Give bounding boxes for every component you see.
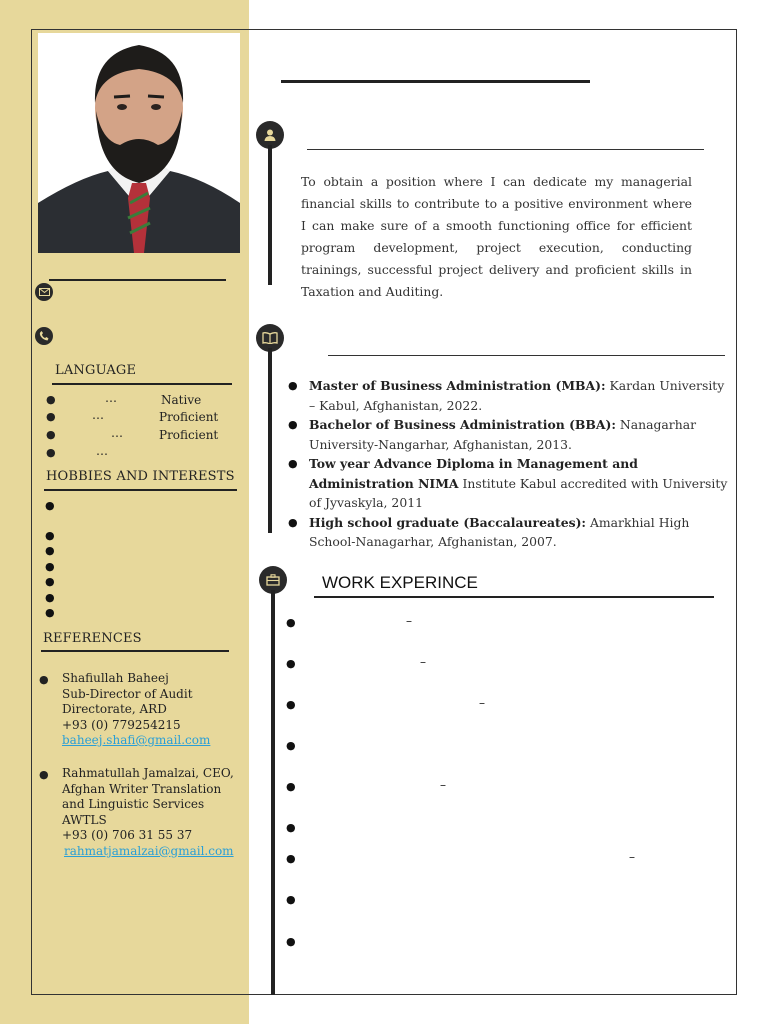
work-experience-heading: WORK EXPERINCE: [322, 573, 478, 592]
work-bullet: ●: [286, 935, 296, 948]
name-underline: [281, 80, 590, 83]
references-heading: REFERENCES: [43, 631, 142, 646]
reference-item: [62, 766, 242, 859]
reference-org: Directorate, ARD: [62, 702, 167, 716]
phone-icon: [35, 327, 53, 345]
reference-bullet: ●: [39, 768, 49, 781]
bullet: ●: [46, 428, 56, 441]
language-level: Proficient: [159, 428, 219, 442]
bullet: ●: [46, 446, 56, 459]
work-bullet: ●: [286, 893, 296, 906]
reference-org-abbr: AWTLS: [62, 812, 107, 827]
language-name: …: [92, 408, 104, 422]
education-list: [288, 376, 728, 552]
language-name: …: [105, 391, 117, 405]
contact-divider: [49, 279, 226, 281]
objective-text: To obtain a position where I can dedicate my managerial financial skills to contribute to a positive environment where I can make sure of a smooth functioning office for efficient program development, project execution, conducting trainings, successful project delivery and proficient skills in Taxation and Auditing.: [301, 174, 692, 299]
language-item: [46, 393, 226, 409]
work-bullet: ●: [286, 616, 296, 629]
timeline-line: [271, 590, 275, 995]
language-name: …: [96, 444, 108, 458]
degree-details: Institute Kabul accredited with University of Jyvaskyla, 2011: [309, 475, 728, 510]
reference-item: [62, 671, 242, 749]
degree-details: Kardan University – Kabul, Afghanistan, 2022.: [309, 378, 725, 413]
language-divider: [52, 383, 232, 385]
education-divider: [328, 355, 725, 356]
reference-name: Rahmatullah Jamalzai, CEO,: [62, 766, 234, 780]
work-dash: –: [440, 778, 446, 792]
bullet: ●: [46, 410, 56, 423]
hobbies-heading: HOBBIES AND INTERESTS: [46, 469, 235, 484]
work-bullet: ●: [286, 780, 296, 793]
hobby-bullet: ●: [45, 606, 55, 619]
reference-phone: +93 (0) 706 31 55 37: [62, 828, 193, 842]
language-item: [46, 446, 226, 462]
work-dash: –: [479, 696, 485, 710]
reference-name: Shafiullah Baheej: [62, 671, 169, 685]
degree-name: Master of Business Administration (MBA):: [309, 378, 606, 393]
work-dash: –: [629, 850, 635, 864]
reference-email-link[interactable]: rahmatjamalzai@gmail.com: [64, 843, 234, 858]
references-divider: [41, 650, 229, 652]
language-level: Native: [161, 393, 202, 407]
education-item: ● Bachelor of Business Administration (BBA): Nanagarhar University-Nangarhar, Afghanistan, 2013.: [288, 417, 697, 452]
work-bullet: ●: [286, 821, 296, 834]
profile-photo: [38, 33, 240, 253]
hobby-bullet: ●: [45, 544, 55, 557]
timeline-line: [268, 348, 272, 533]
degree-name: High school graduate (Baccalaureates):: [309, 514, 587, 530]
education-item: ● High school graduate (Baccalaureates): Amarkhial High School-Nanagarhar, Afghanistan, 2007.: [288, 514, 690, 549]
reference-title: Afghan Writer Translation: [62, 781, 222, 796]
degree-name: Bachelor of Business Administration (BBA):: [309, 417, 616, 432]
objective-divider: [307, 149, 704, 150]
work-bullet: ●: [286, 657, 296, 670]
work-bullet: ●: [286, 852, 296, 865]
degree-details: Amarkhial High School-Nanagarhar, Afghanistan, 2007.: [309, 514, 690, 549]
reference-org: and Linguistic Services: [62, 797, 205, 811]
degree-name: Tow year Advance Diploma in Management and Administration NIMA: [309, 456, 638, 491]
work-divider: [314, 596, 714, 598]
language-level: Proficient: [159, 410, 219, 424]
hobby-bullet: ●: [45, 591, 55, 604]
degree-details: Nanagarhar University-Nangarhar, Afghanistan, 2013.: [309, 417, 697, 452]
language-heading: LANGUAGE: [55, 363, 137, 378]
work-dash: –: [406, 614, 412, 628]
envelope-icon: [35, 283, 53, 301]
language-name: …: [111, 426, 123, 440]
language-item: [46, 410, 226, 426]
education-item: ● Master of Business Administration (MBA): Kardan University – Kabul, Afghanistan, 2022.: [288, 378, 725, 413]
education-item: ● Tow year Advance Diploma in Management and Administration NIMA Institute Kabul accredited with University of Jyvaskyla, 2011: [288, 456, 728, 510]
reference-bullet: ●: [39, 673, 49, 686]
reference-phone: +93 (0) 779254215: [62, 717, 181, 732]
work-dash: –: [420, 655, 426, 669]
hobby-bullet: ●: [45, 575, 55, 588]
timeline-line: [268, 145, 272, 285]
hobby-bullet: ●: [45, 529, 55, 542]
hobby-bullet: ●: [45, 560, 55, 573]
work-bullet: ●: [286, 739, 296, 752]
work-bullet: ●: [286, 698, 296, 711]
hobby-bullet: ●: [45, 499, 55, 512]
bullet: ●: [46, 393, 56, 406]
reference-email-link[interactable]: baheej.shafi@gmail.com: [62, 733, 211, 747]
hobbies-divider: [44, 489, 237, 491]
reference-title: Sub-Director of Audit: [62, 686, 193, 701]
language-item: [46, 428, 226, 444]
